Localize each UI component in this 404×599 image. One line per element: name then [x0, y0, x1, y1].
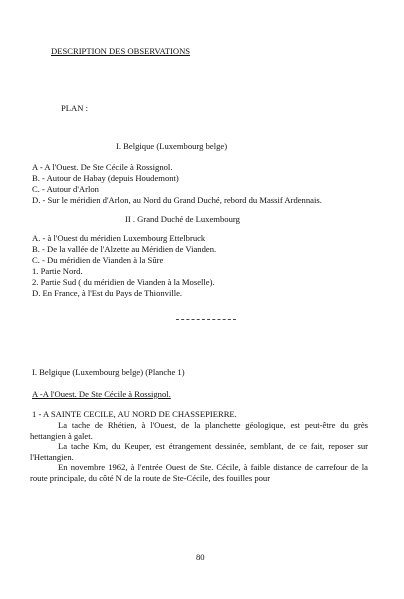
plan-item: B. - De la vallée de l'Alzette au Méridien de Vianden.: [32, 244, 217, 254]
plan-label: PLAN :: [61, 103, 88, 113]
plan-item: 2. Partie Sud ( du méridien de Vianden à la Moselle).: [32, 277, 215, 287]
plan-item: C. - Autour d'Arlon: [32, 184, 99, 194]
page-number: 80: [196, 552, 205, 562]
paragraph: En novembre 1962, à l'entrée Ouest de Ste. Cécile, à faible distance de carrefour de la route principale, du côté N de la route de Ste-Cécile, des fouilles pour: [30, 462, 368, 483]
plan-item: D. En France, à l'Est du Pays de Thionville.: [32, 288, 183, 298]
body-subsection-heading: A -A l'Ouest. De Ste Cécile à Rossignol.: [32, 389, 171, 399]
body-text: [30, 420, 368, 484]
plan-item: D. - Sur le méridien d'Arlon, au Nord du Grand Duché, rebord du Massif Ardennais.: [32, 195, 322, 205]
plan-item: B. - Autour de Habay (depuis Houdemont): [32, 173, 179, 183]
page-heading: DESCRIPTION DES OBSERVATIONS: [51, 46, 191, 56]
plan-item: C. - Du méridien de Vianden à la Sûre: [32, 255, 164, 265]
plan-item: A. - à l'Ouest du méridien Luxembourg Ettelbruck: [32, 233, 206, 243]
plan-item: A - A l'Ouest. De Ste Cécile à Rossignol.: [32, 162, 173, 172]
paragraph: La tache de Rhétien, à l'Ouest, de la planchette géologique, est peut-être du grès hettangien à galet.: [30, 420, 368, 441]
section-separator: [176, 319, 236, 320]
paragraph: La tache Km, du Keuper, est étrangement dessinée, semblant, de ce fait, reposer sur l'Hettangien.: [30, 441, 368, 462]
section-1-title: I. Belgique (Luxembourg belge): [116, 141, 228, 151]
plan-item: 1. Partie Nord.: [32, 266, 83, 276]
site-heading: 1 - A SAINTE CECILE, AU NORD DE CHASSEPIERRE.: [32, 409, 237, 419]
section-2-title: II . Grand Duché de Luxembourg: [125, 214, 240, 224]
body-section-heading: I. Belgique (Luxembourg belge) (Planche 1): [32, 367, 185, 377]
